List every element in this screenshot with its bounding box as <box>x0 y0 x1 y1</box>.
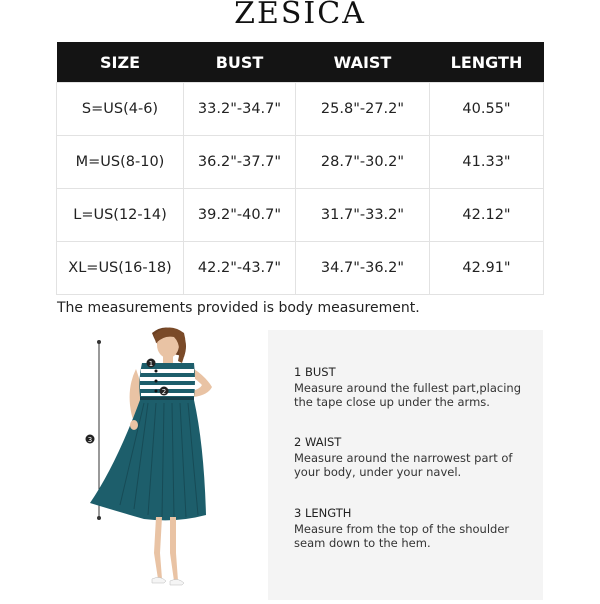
length-instruction <box>294 506 534 551</box>
length-cell: 42.91" <box>430 242 544 295</box>
stripe <box>141 369 194 373</box>
waist-cell: 25.8"-27.2" <box>296 83 430 136</box>
waist-instruction-text: Measure around the narrowest part of your body, under your navel. <box>294 450 513 479</box>
belt <box>140 397 194 400</box>
measurement-instructions-panel <box>268 330 543 600</box>
length-instruction-text: Measure from the top of the shoulder seam down to the hem. <box>294 521 510 550</box>
header-waist: WAIST <box>296 42 430 83</box>
bust-instruction <box>294 365 534 410</box>
right-leg <box>170 517 178 581</box>
header-size: SIZE <box>57 42 184 83</box>
button <box>155 380 158 383</box>
waist-instruction-title: 2 WAIST <box>294 435 342 449</box>
table-row <box>57 189 544 242</box>
waist-instruction <box>294 435 534 480</box>
table-row <box>57 136 544 189</box>
table-row <box>57 83 544 136</box>
waist-cell: 28.7"-30.2" <box>296 136 430 189</box>
length-instruction-title: 3 LENGTH <box>294 506 352 520</box>
table-header-row <box>57 42 544 83</box>
bust-instruction-text: Measure around the fullest part,placing the tape close up under the arms. <box>294 380 521 409</box>
model-figure <box>56 325 256 600</box>
hand <box>130 420 138 430</box>
length-cell: 42.12" <box>430 189 544 242</box>
bust-cell: 42.2"-43.7" <box>184 242 296 295</box>
length-line-bottom <box>97 516 101 520</box>
button <box>155 370 158 373</box>
stripe <box>140 377 195 381</box>
bust-cell: 36.2"-37.7" <box>184 136 296 189</box>
size-cell: L=US(12-14) <box>57 189 184 242</box>
size-cell: M=US(8-10) <box>57 136 184 189</box>
length-marker <box>86 435 95 445</box>
left-leg <box>154 517 162 579</box>
header-length: LENGTH <box>430 42 544 83</box>
svg-text:2: 2 <box>161 388 167 396</box>
waist-cell: 31.7"-33.2" <box>296 189 430 242</box>
length-cell: 40.55" <box>430 83 544 136</box>
pleated-skirt <box>87 400 206 520</box>
button <box>155 390 158 393</box>
dress-illustration <box>56 325 256 600</box>
right-arm <box>192 369 212 397</box>
length-cell: 41.33" <box>430 136 544 189</box>
length-line-top <box>97 340 101 344</box>
header-bust: BUST <box>184 42 296 83</box>
size-cell: XL=US(16-18) <box>57 242 184 295</box>
table-row <box>57 242 544 295</box>
size-chart-table <box>56 42 544 295</box>
svg-text:3: 3 <box>87 436 93 444</box>
brand-logo: ZESICA <box>234 0 366 31</box>
waist-cell: 34.7"-36.2" <box>296 242 430 295</box>
bust-instruction-title: 1 BUST <box>294 365 336 379</box>
svg-text:1: 1 <box>148 360 154 368</box>
measurement-note: The measurements provided is body measurement. <box>57 300 420 316</box>
size-cell: S=US(4-6) <box>57 83 184 136</box>
bust-cell: 33.2"-34.7" <box>184 83 296 136</box>
left-sandal <box>152 577 166 583</box>
right-sandal <box>170 579 184 585</box>
bust-cell: 39.2"-40.7" <box>184 189 296 242</box>
